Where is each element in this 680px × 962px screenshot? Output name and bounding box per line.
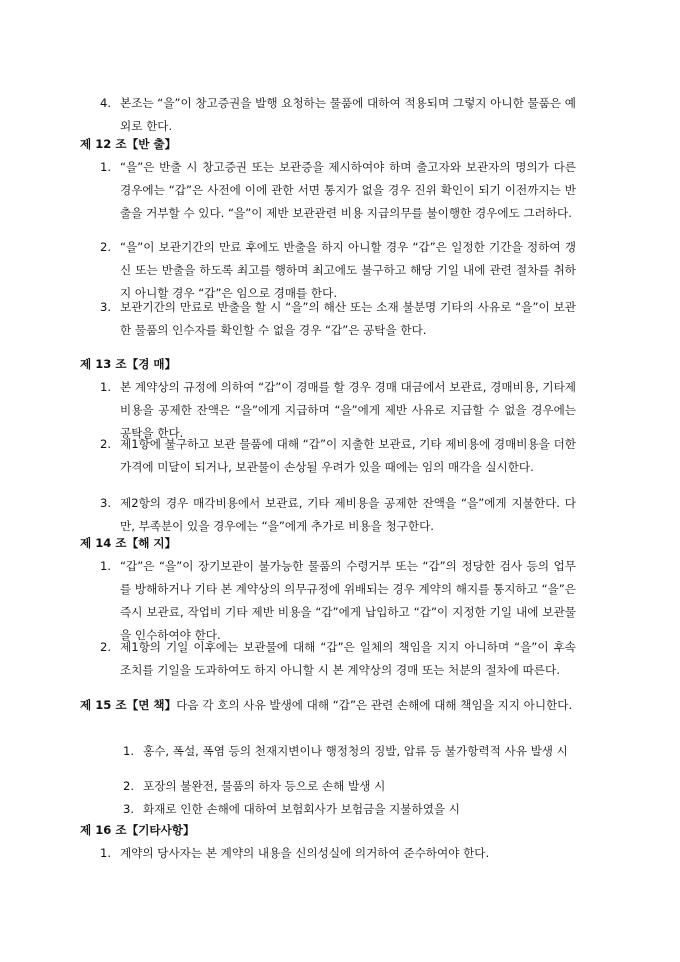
item-number: 2. (100, 640, 112, 654)
article-14-heading (80, 532, 576, 555)
article-11-item-4 (100, 92, 576, 138)
item-number: 2. (100, 437, 112, 451)
article-body: 다음 각 호의 사유 발생에 대해 “갑”은 관련 손해에 대해 책임을 지지 아니한다. (176, 698, 573, 712)
item-text: “을”은 반출 시 창고증권 또는 보관증을 제시하여야 하며 출고자와 보관자의 명의가 다른 경우에는 “갑”은 사전에 이에 관한 서면 통지가 없을 경우 진위 확인이 되기 이전까지는 반출을 거부할 수 있다. “을”이 제반 보관관련 비용 지급의무를 불이행한 경우에도 그러하다. (120, 160, 576, 220)
item-number: 3. (100, 300, 112, 314)
article-title: 제 16 조【기타사항】 (80, 823, 195, 837)
article-14-item-2 (100, 636, 576, 682)
article-15-heading (80, 694, 576, 717)
item-number: 1. (100, 160, 112, 174)
article-16-item-1 (100, 842, 576, 865)
article-15-item-1 (123, 740, 576, 763)
item-text: 본 계약상의 규정에 의하여 “갑”이 경매를 할 경우 경매 대금에서 보관료, 경매비용, 기타제비용을 공제한 잔액은 “을”에게 지급하며 “을”에게 제반 사유로 지급할 수 없을 경우에는 공탁을 한다. (120, 380, 576, 440)
item-text: 제2항의 경우 매각비용에서 보관료, 기타 제비용을 공제한 잔액을 “을”에게 지불한다. 다만, 부족분이 있을 경우에는 “을”에게 추가로 비용을 청구한다. (120, 496, 576, 533)
article-16-heading (80, 819, 576, 842)
article-12-heading (80, 133, 576, 156)
item-number: 4. (100, 96, 112, 110)
article-12-item-3 (100, 296, 576, 342)
item-text: 제1항의 기일 이후에는 보관물에 대해 “갑”은 일체의 책임을 지지 아니하며 “을”이 후속 조치를 기일을 도과하여도 하지 아니할 시 본 계약상의 경매 또는 처분의 절차에 따른다. (120, 640, 576, 677)
item-number: 2. (100, 240, 112, 254)
article-13-item-2 (100, 433, 576, 479)
item-text: 포장의 불완전, 물품의 하자 등으로 손해 발생 시 (143, 779, 386, 793)
item-text: 홍수, 폭설, 폭염 등의 천재지변이나 행정청의 징발, 압류 등 불가항력적 사유 발생 시 (143, 744, 568, 758)
article-15-item-2 (123, 775, 576, 798)
item-text: 계약의 당사자는 본 계약의 내용을 신의성실에 의거하여 준수하여야 한다. (120, 846, 490, 860)
article-title: 제 12 조【반 출】 (80, 137, 177, 151)
item-number: 3. (123, 802, 135, 816)
item-number: 1. (100, 380, 112, 394)
item-number: 1. (123, 744, 135, 758)
item-text: 제1항에 불구하고 보관 물품에 대해 “갑”이 지출한 보관료, 기타 제비용에 경매비용을 더한 가격에 미달이 되거나, 보관물이 손상될 우려가 있을 때에는 임의 매각을 실시한다. (120, 437, 576, 474)
item-number: 2. (123, 779, 135, 793)
article-12-item-1 (100, 156, 576, 225)
item-text: “을”이 보관기간의 만료 후에도 반출을 하지 아니할 경우 “갑”은 일정한 기간을 정하여 갱신 또는 반출을 하도록 최고를 행하며 최고에도 불구하고 해당 기일 내에 관련 절차를 취하지 아니할 경우 “갑”은 임으로 경매를 한다. (120, 240, 576, 300)
item-number: 1. (100, 559, 112, 573)
item-number: 3. (100, 496, 112, 510)
article-15-item-3 (123, 798, 576, 821)
item-text: 본조는 “을”이 창고증권을 발행 요청하는 물품에 대하여 적용되며 그렇지 아니한 물품은 예외로 한다. (120, 96, 576, 133)
article-title: 제 13 조【경 매】 (80, 357, 177, 371)
article-title: 제 15 조【면 책】 (80, 698, 177, 712)
item-text: 보관기간의 만료로 반출을 할 시 “을”의 해산 또는 소재 불분명 기타의 사유로 “을”이 보관한 물품의 인수자를 확인할 수 없을 경우 “갑”은 공탁을 한다. (120, 300, 576, 337)
item-number: 1. (100, 846, 112, 860)
item-text: 화재로 인한 손해에 대하여 보험회사가 보험금을 지불하였을 시 (143, 802, 460, 816)
article-12-item-2 (100, 236, 576, 305)
item-text: “갑”은 “을”이 장기보관이 불가능한 물품의 수령거부 또는 “갑”의 정당한 검사 등의 업무를 방해하거나 기타 본 계약상의 의무규정에 위배되는 경우 계약의 해지를 통지하고 “을”은 즉시 보관료, 작업비 기타 제반 비용을 “갑”에게 납입하고 “갑”이 지정한 기일 내에 보관물을 인수하여야 한다. (120, 559, 576, 642)
article-title: 제 14 조【해 지】 (80, 536, 177, 550)
article-13-heading (80, 353, 576, 376)
article-14-item-1 (100, 555, 576, 647)
